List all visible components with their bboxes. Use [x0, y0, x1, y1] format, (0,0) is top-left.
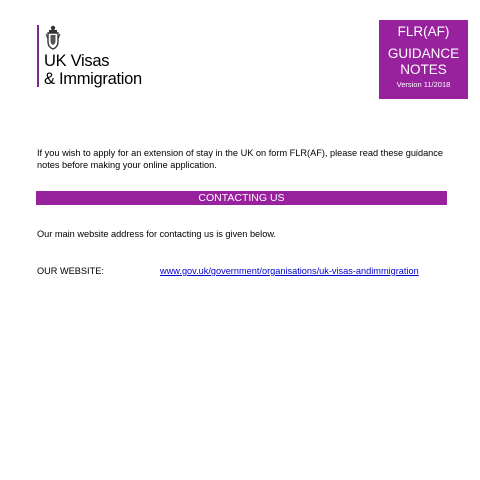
logo-accent-bar — [37, 25, 39, 87]
badge-title-line1: GUIDANCE — [387, 46, 460, 61]
logo-text-line2: & Immigration — [44, 70, 142, 88]
section-heading-contacting-us: CONTACTING US — [36, 191, 447, 205]
badge-version: Version 11/2018 — [396, 80, 451, 89]
logo-text-line1: UK Visas — [44, 52, 110, 70]
badge-form-name: FLR(AF) — [397, 24, 450, 39]
website-label: OUR WEBSITE: — [37, 266, 104, 276]
royal-crest-icon — [45, 25, 61, 51]
uk-visas-immigration-logo — [37, 25, 149, 89]
intro-paragraph: If you wish to apply for an extension of stay in the UK on form FLR(AF), please read these guidance notes before making your online application. — [37, 148, 443, 170]
contact-description: Our main website address for contacting us is given below. — [37, 229, 276, 239]
guidance-notes-badge — [379, 20, 468, 99]
website-link[interactable]: www.gov.uk/government/organisations/uk-visas-andimmigration — [160, 266, 419, 276]
badge-title-line2: NOTES — [400, 62, 447, 77]
